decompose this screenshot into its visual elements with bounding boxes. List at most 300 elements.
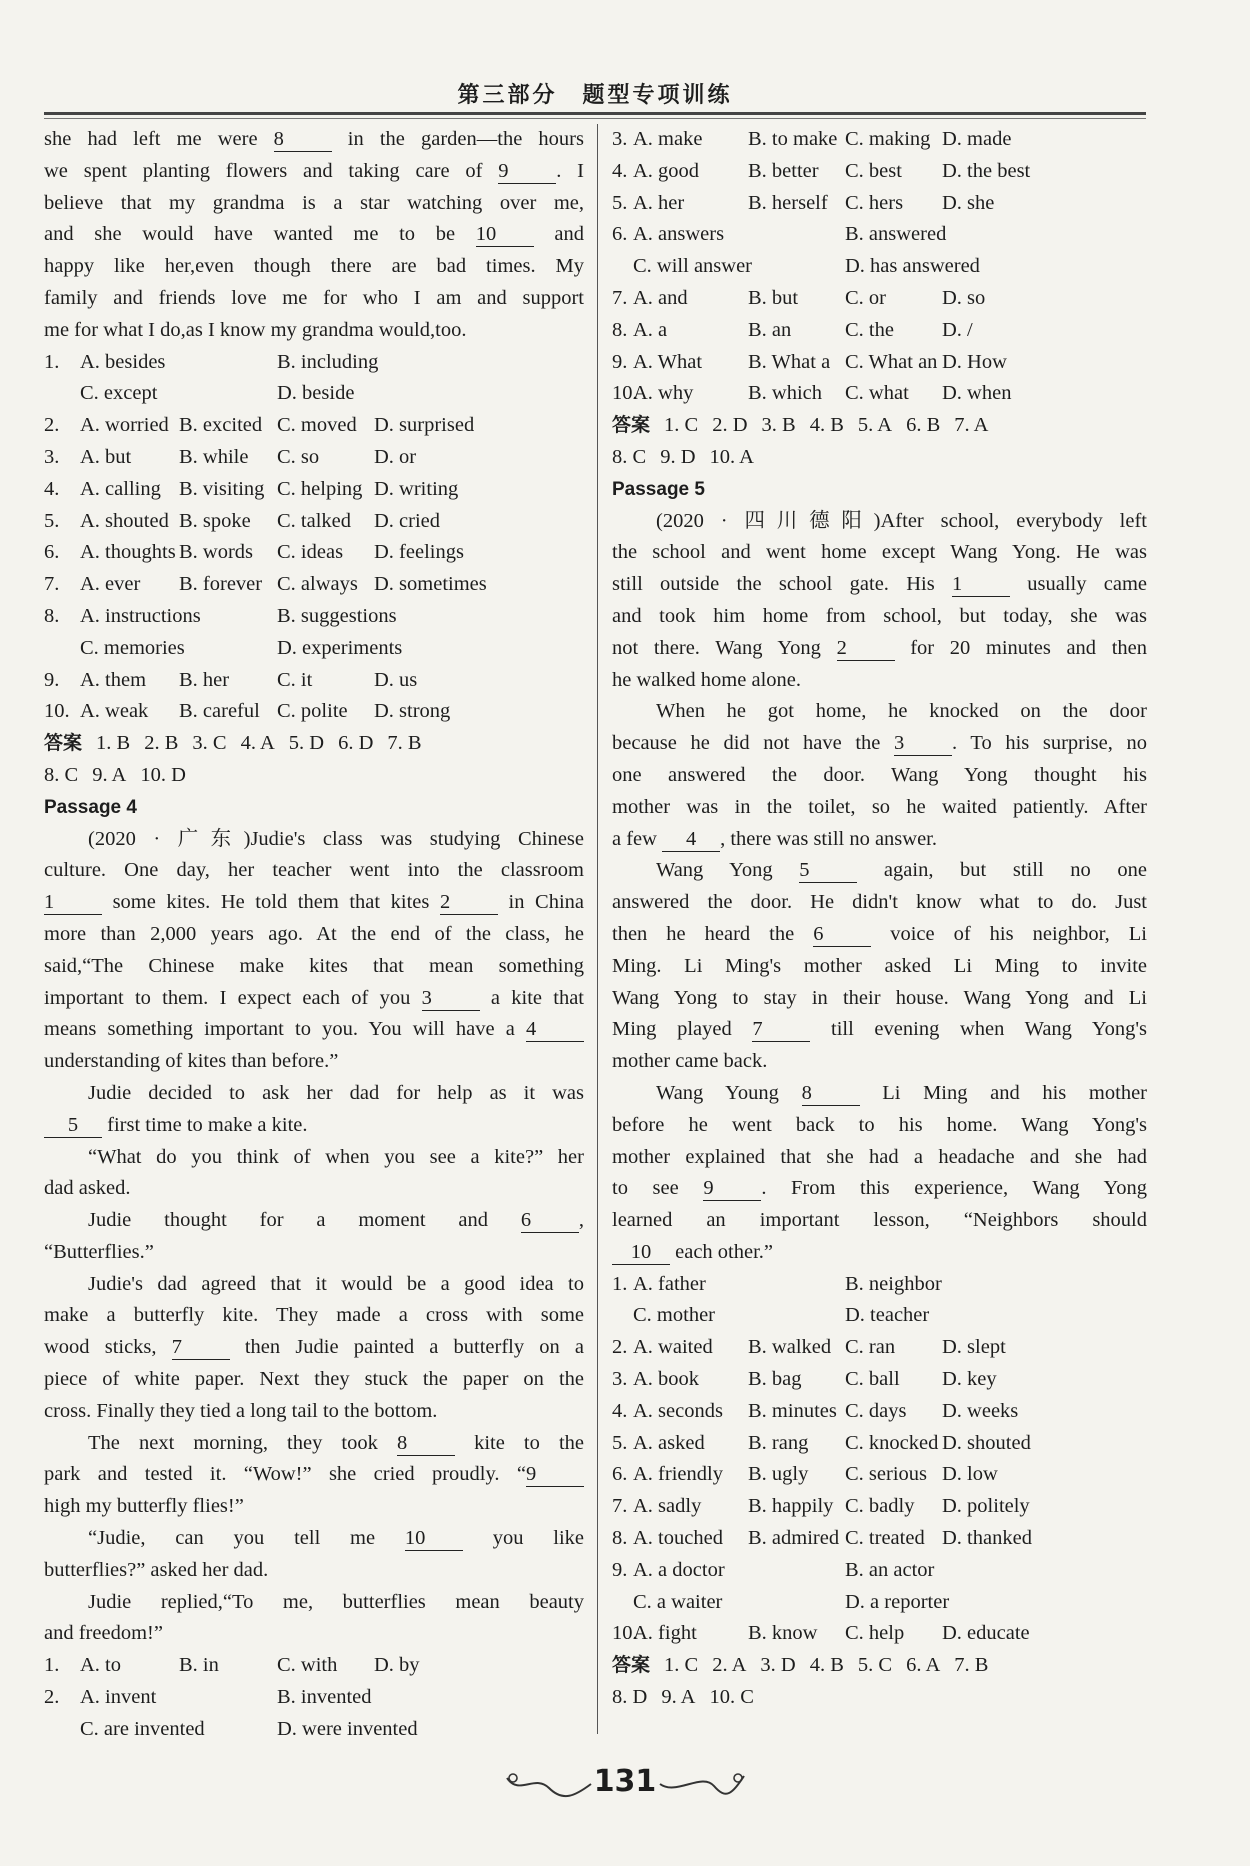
blank-number: 9 — [498, 159, 556, 184]
answer-item: 3. D — [760, 1654, 796, 1677]
option-row — [612, 1428, 1147, 1460]
question-number: 8. — [612, 318, 628, 341]
option-row — [44, 569, 584, 601]
text-segment: mother came back. — [612, 1050, 768, 1073]
answer-item: 4. B — [809, 1654, 844, 1677]
option-choice: C. best — [845, 159, 902, 182]
text-segment: usually came — [1009, 573, 1147, 596]
page-header — [44, 78, 1146, 118]
text-line — [612, 1046, 1147, 1078]
answer-item: 4. B — [809, 414, 844, 437]
option-row — [612, 1396, 1147, 1428]
text-line — [44, 1332, 584, 1364]
answer-item: 10. D — [140, 763, 186, 786]
text-segment: , there was still no answer. — [720, 827, 938, 850]
option-choice: B. herself — [748, 191, 828, 214]
option-choice: C. it — [277, 668, 313, 691]
text-line — [44, 1523, 584, 1555]
option-choice: D. strong — [374, 700, 451, 723]
text-line — [44, 1555, 584, 1587]
text-line — [612, 1014, 1147, 1046]
question-number: 9. — [44, 668, 60, 691]
answer-label: 答案 — [612, 414, 651, 437]
option-row — [44, 665, 584, 697]
question-number: 6. — [612, 1463, 628, 1486]
option-choice: A. why — [633, 382, 694, 405]
question-number: 5. — [44, 509, 60, 532]
text-segment: culture. One day, her teacher went into the classroom — [44, 859, 584, 882]
text-line — [44, 824, 584, 856]
text-line — [612, 537, 1147, 569]
answer-item: 5. C — [857, 1654, 893, 1677]
text-line — [612, 728, 1147, 760]
option-choice: B. know — [748, 1622, 818, 1645]
question-number: 7. — [612, 286, 628, 309]
text-line — [44, 1618, 584, 1650]
option-row — [612, 1459, 1147, 1491]
text-line — [612, 887, 1147, 919]
answer-item: 9. A — [661, 1686, 696, 1709]
text-segment: till evening when Wang Yong's — [810, 1018, 1147, 1041]
text-line — [44, 1396, 584, 1428]
question-number: 9. — [612, 350, 628, 373]
text-line — [612, 824, 1147, 856]
text-segment: wood sticks, — [44, 1336, 172, 1359]
text-segment: means something important to you. You will have a — [44, 1018, 526, 1041]
answer-item: 8. D — [612, 1686, 648, 1709]
option-row — [612, 283, 1147, 315]
question-number: 4. — [612, 1399, 628, 1422]
blank-number: 10 — [476, 222, 534, 247]
blank-number: 8 — [397, 1431, 455, 1456]
header-title: 第三部分 题型专项训练 — [457, 83, 733, 108]
text-segment: not there. Wang Yong — [612, 636, 837, 659]
header-rule-thin — [44, 118, 1146, 119]
text-segment: believe that my grandma is a star watching over me, — [44, 191, 584, 214]
option-choice: A. worried — [80, 414, 169, 437]
text-line — [44, 219, 584, 251]
blank-number: 8 — [802, 1081, 860, 1106]
text-segment: (2020 · 广东)Judie's class was studying Chinese — [88, 827, 584, 850]
text-line — [44, 919, 584, 951]
option-choice: C. the — [845, 318, 894, 341]
option-choice: D. thanked — [942, 1527, 1032, 1550]
left-column — [44, 124, 584, 1746]
blank-number: 8 — [274, 127, 332, 152]
option-choice: B. careful — [179, 700, 260, 723]
option-choice: C. What an — [845, 350, 938, 373]
question-number: 8. — [612, 1527, 628, 1550]
option-choice: A. seconds — [633, 1399, 723, 1422]
option-choice: C. so — [277, 445, 320, 468]
option-row — [612, 347, 1147, 379]
option-choice: B. rang — [748, 1431, 809, 1454]
option-row — [44, 347, 584, 379]
option-row — [44, 601, 584, 633]
question-number: 6. — [44, 541, 60, 564]
text-segment: then Judie painted a butterfly on a — [229, 1336, 585, 1359]
text-segment: Wang Young — [656, 1081, 802, 1104]
option-row — [612, 315, 1147, 347]
option-row — [612, 1491, 1147, 1523]
text-line — [612, 792, 1147, 824]
option-choice: C. polite — [277, 700, 348, 723]
text-segment: “Butterflies.” — [44, 1240, 154, 1263]
option-choice: A. fight — [633, 1622, 697, 1645]
option-choice: D. How — [942, 350, 1007, 373]
option-choice: A. besides — [80, 350, 166, 373]
text-segment: some kites. He told them that kites — [102, 891, 440, 914]
text-segment: and took him home from school, but today, she was — [612, 604, 1147, 627]
text-segment: piece of white paper. Next they stuck the paper on the — [44, 1368, 584, 1391]
blank-number: 1 — [44, 890, 102, 915]
option-row — [612, 1269, 1147, 1301]
option-choice: A. calling — [80, 477, 161, 500]
option-choice: D. experiments — [277, 636, 403, 659]
text-segment: high my butterfly flies!” — [44, 1495, 244, 1518]
option-choice: C. moved — [277, 414, 357, 437]
option-choice: B. excited — [179, 414, 263, 437]
answer-item: 6. B — [906, 414, 941, 437]
text-segment: Judie's dad agreed that it would be a good idea to — [88, 1272, 584, 1295]
text-line — [44, 1078, 584, 1110]
option-row — [612, 156, 1147, 188]
option-choice: D. politely — [942, 1495, 1030, 1518]
option-choice: D. by — [374, 1654, 420, 1677]
text-line — [612, 1078, 1147, 1110]
text-line — [44, 887, 584, 919]
question-number: 7. — [612, 1495, 628, 1518]
text-segment: each other.” — [670, 1240, 774, 1263]
text-segment: “Judie, can you tell me — [88, 1527, 405, 1550]
text-line — [44, 1014, 584, 1046]
option-choice: D. us — [374, 668, 418, 691]
text-segment: one answered the door. Wang Yong thought his — [612, 763, 1147, 786]
option-choice: B. ugly — [748, 1463, 809, 1486]
text-segment: mother explained that she had a headache and she had — [612, 1145, 1147, 1168]
option-row — [44, 378, 584, 410]
option-choice: B. but — [748, 286, 799, 309]
text-segment: me for what I do,as I know my grandma would,too. — [44, 318, 467, 341]
blank-number: 9 — [526, 1462, 584, 1487]
option-choice: C. memories — [80, 636, 185, 659]
question-number: 10. — [612, 382, 638, 405]
text-line — [612, 983, 1147, 1015]
answer-item: 7. B — [954, 1654, 989, 1677]
option-row — [612, 1618, 1147, 1650]
question-number: 10. — [612, 1622, 638, 1645]
blank-number: 7 — [172, 1335, 230, 1360]
option-choice: A. instructions — [80, 604, 201, 627]
answer-item: 7. B — [387, 732, 422, 755]
option-choice: C. hers — [845, 191, 904, 214]
option-choice: C. what — [845, 382, 909, 405]
text-line — [612, 1205, 1147, 1237]
option-choice: C. always — [277, 573, 358, 596]
text-segment: to see — [612, 1177, 704, 1200]
text-segment: dad asked. — [44, 1177, 131, 1200]
text-segment: mother was in the toilet, so he waited patiently. After — [612, 795, 1147, 818]
option-row — [612, 1555, 1147, 1587]
text-line — [612, 1173, 1147, 1205]
option-choice: D. weeks — [942, 1399, 1019, 1422]
text-line — [612, 665, 1147, 697]
text-line — [44, 188, 584, 220]
option-choice: B. invented — [277, 1686, 372, 1709]
text-line — [44, 1428, 584, 1460]
text-segment: Wang Yong to stay in their house. Wang Yong and Li — [612, 986, 1147, 1009]
option-row — [612, 1523, 1147, 1555]
text-line — [612, 1237, 1147, 1269]
answer-item: 10. C — [709, 1686, 754, 1709]
text-segment: important to them. I expect each of you — [44, 986, 422, 1009]
text-segment: for 20 minutes and then — [894, 636, 1148, 659]
text-line — [44, 251, 584, 283]
option-choice: B. bag — [748, 1368, 802, 1391]
option-choice: A. book — [633, 1368, 700, 1391]
option-row — [44, 506, 584, 538]
option-choice: A. What — [633, 350, 703, 373]
option-choice: D. when — [942, 382, 1012, 405]
blank-number: 2 — [440, 890, 498, 915]
blank-number: 6 — [521, 1208, 579, 1233]
text-segment: kite to the — [454, 1431, 585, 1454]
answer-item: 7. A — [954, 414, 989, 437]
option-choice: C. knocked — [845, 1431, 939, 1454]
answer-item: 2. A — [712, 1654, 747, 1677]
blank-number: 10 — [612, 1240, 670, 1265]
option-row — [44, 1714, 584, 1746]
text-line — [612, 633, 1147, 665]
text-segment: . To his surprise, no — [952, 732, 1147, 755]
text-line — [44, 1110, 584, 1142]
blank-number: 5 — [799, 858, 857, 883]
option-row — [612, 1364, 1147, 1396]
text-segment: in China — [497, 891, 584, 914]
option-row — [612, 219, 1147, 251]
text-line — [44, 1237, 584, 1269]
answer-item: 8. C — [612, 445, 647, 468]
text-line — [44, 315, 584, 347]
text-line — [44, 1364, 584, 1396]
option-choice: A. her — [633, 191, 685, 214]
text-segment: Wang Yong — [656, 859, 800, 882]
answer-item: 9. A — [92, 763, 127, 786]
text-segment: “What do you think of when you see a kite?” her — [88, 1145, 584, 1168]
text-segment: butterflies?” asked her dad. — [44, 1558, 269, 1581]
text-segment: understanding of kites than before.” — [44, 1050, 339, 1073]
option-choice: A. answers — [633, 223, 725, 246]
option-choice: C. ball — [845, 1368, 900, 1391]
answer-item: 8. C — [44, 763, 79, 786]
option-choice: B. spoke — [179, 509, 251, 532]
text-line — [612, 506, 1147, 538]
option-choice: D. writing — [374, 477, 459, 500]
option-row — [612, 378, 1147, 410]
text-line — [44, 855, 584, 887]
text-line — [44, 1300, 584, 1332]
option-choice: A. touched — [633, 1527, 723, 1550]
option-row — [44, 1682, 584, 1714]
text-line — [44, 1269, 584, 1301]
option-choice: D. teacher — [845, 1304, 930, 1327]
question-number: 3. — [612, 1368, 628, 1391]
question-number: 3. — [44, 445, 60, 468]
text-segment: and she would have wanted me to be — [44, 223, 476, 246]
option-choice: B. suggestions — [277, 604, 397, 627]
answer-item: 3. C — [192, 732, 227, 755]
text-segment: in the garden—the hours — [331, 128, 584, 150]
option-choice: C. badly — [845, 1495, 915, 1518]
option-choice: C. are invented — [80, 1717, 205, 1740]
option-choice: C. days — [845, 1399, 907, 1422]
blank-number: 5 — [44, 1113, 102, 1138]
answer-label: 答案 — [612, 1654, 651, 1677]
passage-title: Passage 5 — [612, 478, 705, 500]
text-line — [44, 156, 584, 188]
option-choice: D. low — [942, 1463, 998, 1486]
option-choice: A. and — [633, 286, 688, 309]
right-swirl-ornament-icon — [656, 1770, 746, 1800]
option-choice: A. thoughts — [80, 541, 176, 564]
right-column — [612, 124, 1147, 1714]
answer-item: 10. A — [709, 445, 754, 468]
option-choice: B. forever — [179, 573, 263, 596]
answer-row — [612, 1650, 1147, 1682]
text-segment: first time to make a kite. — [102, 1113, 308, 1136]
option-row — [612, 251, 1147, 283]
option-choice: A. them — [80, 668, 147, 691]
option-choice: B. walked — [748, 1336, 832, 1359]
answer-item: 6. A — [906, 1654, 941, 1677]
option-row — [612, 124, 1147, 156]
option-choice: B. including — [277, 350, 379, 373]
option-choice: D. shouted — [942, 1431, 1031, 1454]
column-divider — [597, 124, 598, 1734]
text-line — [612, 919, 1147, 951]
option-choice: B. answered — [845, 223, 947, 246]
option-choice: B. in — [179, 1654, 219, 1677]
text-segment: (2020 · 四川德阳)After school, everybody left — [656, 509, 1147, 532]
option-choice: C. a waiter — [633, 1590, 723, 1613]
option-choice: B. neighbor — [845, 1272, 942, 1295]
blank-number: 3 — [422, 986, 480, 1011]
text-segment: before he went back to his home. Wang Yong's — [612, 1113, 1147, 1136]
text-segment: and freedom!” — [44, 1622, 163, 1645]
text-segment: Judie thought for a moment and — [88, 1209, 521, 1232]
option-choice: D. so — [942, 286, 986, 309]
text-segment: park and tested it. “Wow!” she cried proudly. “ — [44, 1463, 526, 1486]
question-number: 2. — [612, 1336, 628, 1359]
question-number: 2. — [44, 1686, 60, 1709]
answer-item: 5. A — [857, 414, 893, 437]
blank-number: 4 — [526, 1017, 584, 1042]
question-number: 2. — [44, 414, 60, 437]
option-choice: A. make — [633, 128, 703, 150]
option-choice: A. a doctor — [633, 1558, 725, 1581]
option-choice: B. an — [748, 318, 792, 341]
option-choice: D. slept — [942, 1336, 1006, 1359]
option-choice: A. invent — [80, 1686, 157, 1709]
answer-item: 1. C — [664, 1654, 699, 1677]
option-choice: C. treated — [845, 1527, 925, 1550]
option-choice: C. helping — [277, 477, 363, 500]
answer-item: 9. D — [660, 445, 696, 468]
text-segment: we spent planting flowers and taking care of — [44, 159, 499, 182]
option-row — [44, 633, 584, 665]
text-line — [44, 1491, 584, 1523]
question-number: 10. — [44, 700, 70, 723]
option-choice: C. will answer — [633, 255, 752, 278]
text-segment: more than 2,000 years ago. At the end of the class, he — [44, 922, 584, 945]
text-line — [612, 1110, 1147, 1142]
text-segment: When he got home, he knocked on the door — [656, 700, 1147, 723]
option-choice: B. happily — [748, 1495, 834, 1518]
text-line — [44, 1142, 584, 1174]
text-segment: then he heard the — [612, 922, 814, 945]
option-row — [612, 1587, 1147, 1619]
option-choice: B. visiting — [179, 477, 265, 500]
text-segment: answered the door. He didn't know what to do. Just — [612, 891, 1147, 914]
answer-item: 2. B — [144, 732, 179, 755]
text-line — [44, 1173, 584, 1205]
text-segment: happy like her,even though there are bad times. My — [44, 255, 584, 278]
option-choice: C. serious — [845, 1463, 927, 1486]
option-row — [44, 442, 584, 474]
option-choice: C. ran — [845, 1336, 896, 1359]
answer-item: 6. D — [338, 732, 374, 755]
question-number: 4. — [612, 159, 628, 182]
text-line — [44, 1587, 584, 1619]
option-choice: C. or — [845, 286, 886, 309]
question-number: 5. — [612, 191, 628, 214]
option-choice: A. a — [633, 318, 668, 341]
option-choice: D. cried — [374, 509, 441, 532]
answer-item: 5. D — [288, 732, 325, 755]
text-segment: learned an important lesson, “Neighbors should — [612, 1209, 1147, 1232]
text-segment: . From this experience, Wang Yong — [761, 1177, 1147, 1200]
option-choice: B. while — [179, 445, 249, 468]
option-row — [44, 410, 584, 442]
option-choice: D. were invented — [277, 1717, 418, 1740]
answer-item: 1. B — [96, 732, 131, 755]
option-choice: D. a reporter — [845, 1590, 950, 1613]
option-choice: C. except — [80, 382, 158, 405]
question-number: 5. — [612, 1431, 628, 1454]
option-choice: D. or — [374, 445, 417, 468]
text-segment: again, but still no one — [857, 859, 1147, 882]
question-number: 3. — [612, 128, 628, 150]
text-line — [612, 601, 1147, 633]
blank-number: 2 — [837, 636, 895, 661]
text-segment: voice of his neighbor, Li — [871, 922, 1147, 945]
option-choice: D. beside — [277, 382, 355, 405]
question-number: 1. — [612, 1272, 628, 1295]
text-line — [612, 569, 1147, 601]
option-row — [44, 696, 584, 728]
option-choice: A. good — [633, 159, 700, 182]
text-segment: because he did not have the — [612, 732, 895, 755]
text-segment: Judie replied,“To me, butterflies mean beauty — [88, 1590, 584, 1613]
blank-number: 3 — [894, 731, 952, 756]
text-line — [44, 124, 584, 156]
blank-number: 4 — [662, 827, 720, 852]
text-segment: a few — [612, 827, 663, 850]
answer-row — [612, 1682, 1147, 1714]
blank-number: 6 — [813, 922, 871, 947]
answer-row — [44, 728, 584, 760]
option-choice: C. ideas — [277, 541, 344, 564]
